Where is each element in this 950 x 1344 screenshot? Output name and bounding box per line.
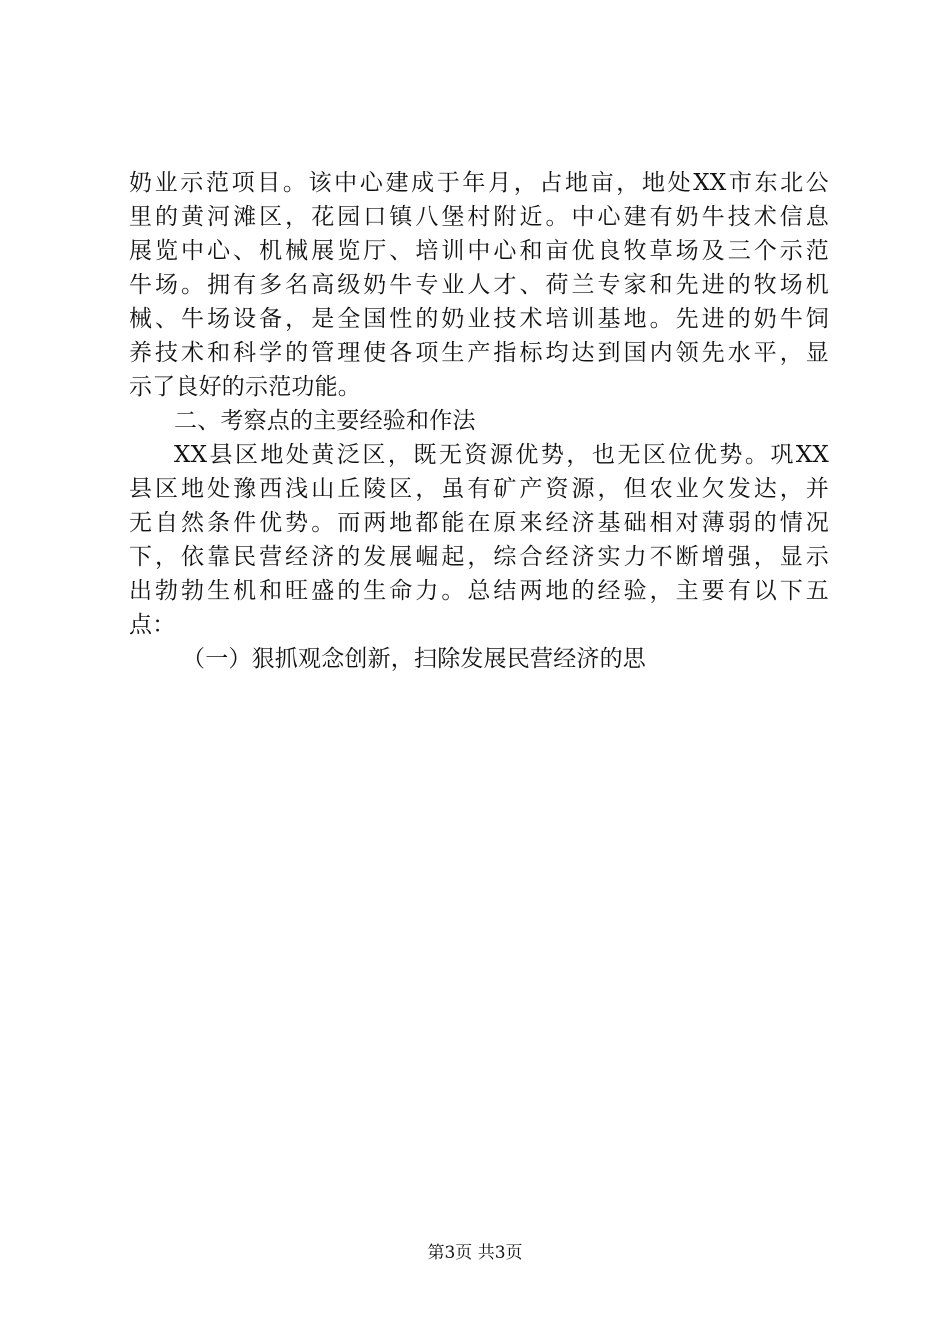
document-body [129, 166, 829, 676]
text-line: 里的黄河滩区，花园口镇八堡村附近。中心建有奶牛技术信息 [129, 204, 829, 230]
text-line: XX县区地处黄泛区，既无资源优势，也无区位优势。巩XX [174, 442, 829, 468]
text-line: 展览中心、机械展览厅、培训中心和亩优良牧草场及三个示范 [129, 238, 829, 264]
text-line: 下，依靠民营经济的发展崛起，综合经济实力不断增强，显示 [129, 544, 829, 570]
text-line: 无自然条件优势。而两地都能在原来经济基础相对薄弱的情况 [129, 510, 829, 536]
text-line: 点： [129, 612, 176, 638]
text-line: 养技术和科学的管理使各项生产指标均达到国内领先水平，显 [129, 340, 829, 366]
subsection-heading: （一）狠抓观念创新，扫除发展民营经济的思 [182, 646, 646, 672]
page-footer: 第3页 共3页 [427, 1243, 523, 1263]
text-line: 县区地处豫西浅山丘陵区，虽有矿产资源，但农业欠发达，并 [129, 476, 829, 502]
text-line: 牛场。拥有多名高级奶牛专业人才、荷兰专家和先进的牧场机 [129, 272, 829, 298]
text-line: 械、牛场设备，是全国性的奶业技术培训基地。先进的奶牛饲 [129, 306, 829, 332]
text-line: 奶业示范项目。该中心建成于年月，占地亩，地处XX市东北公 [129, 170, 829, 196]
text-line: 出勃勃生机和旺盛的生命力。总结两地的经验，主要有以下五 [129, 578, 829, 604]
section-heading: 二、考察点的主要经验和作法 [174, 408, 476, 434]
text-line: 示了良好的示范功能。 [129, 374, 361, 400]
